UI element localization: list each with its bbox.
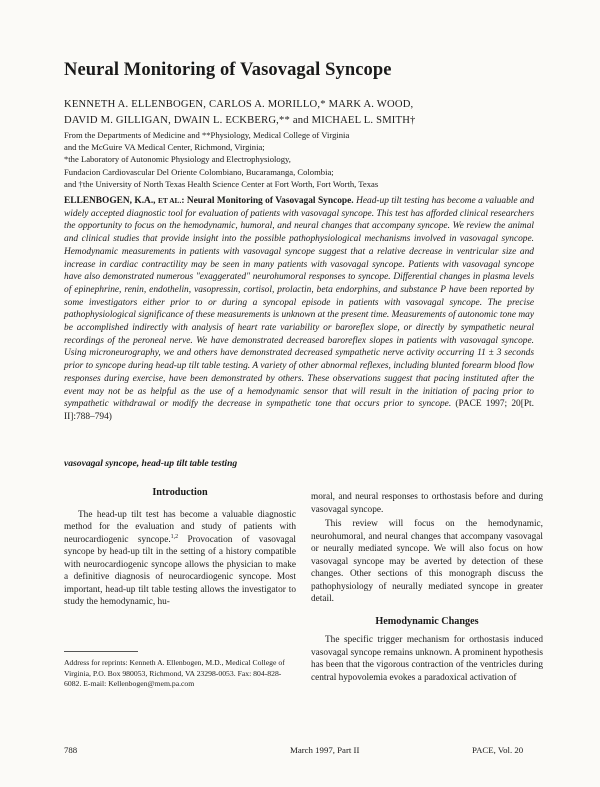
page-number: 788	[64, 745, 78, 755]
affiliation-line: From the Departments of Medicine and **Physiology, Medical College of Virginia	[64, 130, 350, 140]
author-list	[64, 97, 544, 129]
section-heading-hemodynamic: Hemodynamic Changes	[375, 615, 479, 627]
right-column	[311, 491, 543, 684]
paragraph-continued: moral, and neural responses to orthostasis before and during vasovagal syncope.	[311, 492, 543, 515]
abstract	[64, 195, 534, 424]
citation-superscript: 1,2	[170, 533, 179, 540]
affiliation-line: and the McGuire VA Medical Center, Richmond, Virginia;	[64, 142, 265, 153]
paragraph: This review will focus on the hemodynamic, neurohumoral, and neural changes that accompany vasovagal or neurally mediated syncope. We will also focus on how vasovagal syncope may be averted by detection of these changes. Other sections of this monograph discuss the pathophysiology of neurally mediated syncope in greater detail.	[311, 519, 543, 604]
article-title: Neural Monitoring of Vasovagal Syncope	[64, 60, 392, 80]
intro-text-cont: Provocation of vasovagal syncope by head-up tilt in the setting of a history compatible with neurocardiogenic syncope allows the physician to make a definitive diagnosis of neurocardiogenic syncope. Most important, head-up tilt table testing allows the investigator to study the hemodynamic, hu-	[64, 534, 296, 607]
authors-line: DAVID M. GILLIGAN, DWAIN L. ECKBERG,** and MICHAEL L. SMITH†	[64, 115, 416, 126]
footnote-rule	[64, 651, 138, 652]
abstract-lead	[64, 196, 354, 206]
abstract-lead-authors: ELLENBOGEN, K.A.,	[64, 196, 156, 206]
intro-text: The head-up tilt test has become a valuable diagnostic method for the evaluation and study of patients with neurocardiogenic syncope.	[64, 509, 296, 545]
reprint-footnote: Address for reprints: Kenneth A. Ellenbogen, M.D., Medical College of Virginia, P.O. Box 980053, Richmond, VA 23298-0053. Fax: 804-828-6082. E-mail: Kellenbogen@mem.pa.com	[64, 658, 285, 689]
section-heading-introduction: Introduction	[152, 487, 208, 498]
authors-line: KENNETH A. ELLENBOGEN, CARLOS A. MORILLO,* MARK A. WOOD,	[64, 99, 414, 110]
paragraph: The specific trigger mechanism for orthostasis induced vasovagal syncope remains unknown. A prominent hypothesis has been that the vigorous contraction of the ventricles during central hypovolemia evokes a paradoxical activation of	[311, 635, 543, 683]
abstract-lead-title: : Neural Monitoring of Vasovagal Syncope.	[181, 196, 354, 206]
abstract-body: Head-up tilt testing has become a valuable and widely accepted diagnostic tool for evaluation of patients with vasovagal syncope. This test has afforded clinical researchers the opportunity to focus on the hemodynamic, humoral, and neural changes that accompany syncope. We review the animal and clinical studies that provide insight into the possible pathophysiological mechanisms involved in vasovagal syncope. Hemodynamic measurements in patients with vasovagal syncope suggest that a relative decrease in ventricular size and increase in cardiac contractility may be seen in many patients with vasovagal syncope. Patients with vasovagal syncope have also demonstrated numerous "exaggerated" neurohumoral responses to syncope. Differential changes in plasma levels of epinephrine, renin, endothelin, vasopressin, cortisol, prolactin, beta endorphins, and substance P have been reported by some investigators either prior to or during a syncopal episode in patients with vasovagal syncope. The precise pathophysiological significance of these measurements is unknown at the present time. Measurements of autonomic tone may be accomplished indirectly with analysis of heart rate variability or baroreflex slope, or directly by sympathetic neural recordings of the peroneal nerve. We have demonstrated decreased baroreflex slopes in patients with vasovagal syncope. Using microneurography, we and others have demonstrated decreased sympathetic nerve activity occurring 11 ± 3 seconds prior to syncope during head-up tilt table testing. A variety of other abnormal reflexes, including blunted forearm blood flow responses during exercise, have been demonstrated by others. These observations suggest that pacing instituted after the event may not be as helpful as the use of a hemodynamic sensor that will result in the initiation of pacing prior to sympathetic withdrawal or modify the decrease in sympathetic tone that occurs prior to syncope.	[64, 196, 535, 410]
abstract-etal: ET AL.	[157, 196, 182, 205]
intro-paragraph	[64, 509, 296, 609]
affiliation-line: *the Laboratory of Autonomic Physiology and Electrophysiology,	[64, 154, 291, 165]
issue-label: March 1997, Part II	[290, 745, 360, 755]
affiliations	[64, 129, 544, 190]
affiliation-line: and †the University of North Texas Health Science Center at Fort Worth, Fort Worth, Texas	[64, 178, 379, 189]
keywords: vasovagal syncope, head-up tilt table testing	[64, 458, 238, 469]
affiliation-line: Fundacion Cardiovascular Del Oriente Colombiano, Bucaramanga, Colombia;	[64, 166, 334, 177]
abstract-citation: (PACE 1997; 20[Pt. II]:788–794)	[64, 399, 534, 422]
left-column	[64, 487, 296, 609]
journal-label: PACE, Vol. 20	[472, 745, 524, 755]
